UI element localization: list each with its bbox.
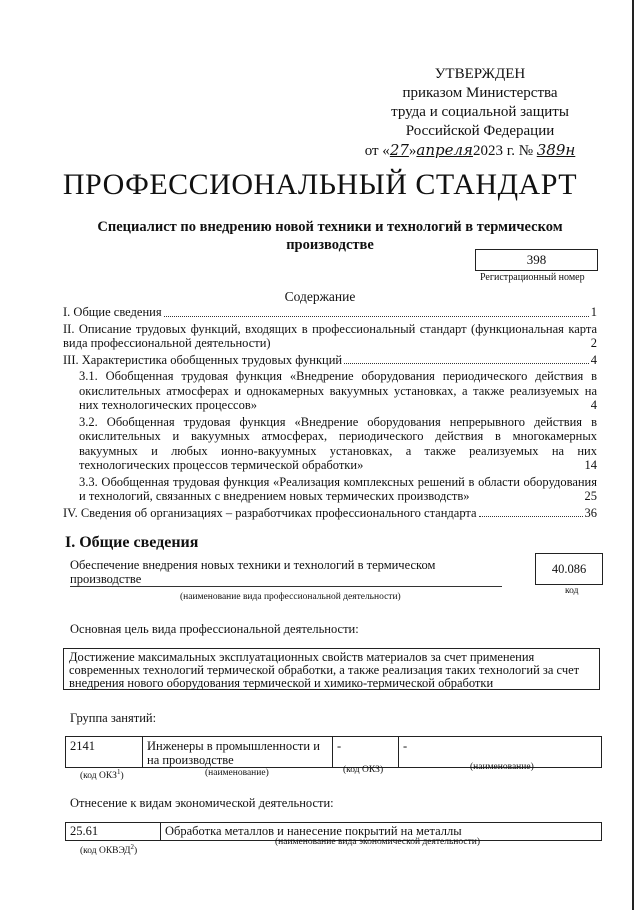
section-heading: I. Общие сведения xyxy=(65,534,199,551)
toc-item[interactable]: 3.3. Обобщенная трудовая функция «Реализация комплексных решений в области оборудования и технологий, связанных с внедрением новых термических производств» 25 xyxy=(79,474,597,503)
goal-label: Основная цель вида профессиональной деятельности: xyxy=(70,622,359,636)
activity-name: Обеспечение внедрения новых техники и технологий в термическом производстве xyxy=(70,558,502,587)
okz-code-cell: 2141 xyxy=(66,737,143,767)
approval-line-4: Российской Федерации xyxy=(405,123,555,139)
okz-caption: (код ОКЗ$^1$) xyxy=(80,768,124,782)
activity-caption: (наименование вида профессиональной деятельности) xyxy=(180,592,401,602)
toc-item[interactable]: 3.2. Обобщенная трудовая функция «Внедрение оборудования непрерывного действия в окислительных и вакуумных атмосферах, периодического действия в многокамерных вакуумных и любых ионно-вакуумных установках, а также реализуемых на них технологических процессов термической обработки» 14 xyxy=(79,414,597,472)
scan-border xyxy=(632,0,634,910)
okved-code-cell: 25.61 xyxy=(66,823,161,840)
toc-item[interactable]: II. Описание трудовых функций, входящих в профессиональный стандарт (функциональная карта вида профессиональной деятельности) 2 xyxy=(63,321,597,350)
toc-item[interactable]: IV. Сведения об организациях – разработчиках профессионального стандарта 36 xyxy=(63,505,597,520)
okved-caption: (код ОКВЭД$^2$) xyxy=(80,843,138,857)
occupation-name-cell: Инженеры в промышленности и на производстве xyxy=(143,737,333,767)
activity-code: 40.086 xyxy=(535,553,603,585)
group-label: Группа занятий: xyxy=(70,711,157,725)
toc-item[interactable]: 3.1. Обобщенная трудовая функция «Внедрение оборудования периодического действия в окислительных атмосферах и однокамерных вакуумных установках, а также реализуемых на них технологических процессов» 4 xyxy=(79,369,597,412)
okved-name-caption: (наименование вида экономической деятельности) xyxy=(275,837,480,847)
handwritten-month: апреля xyxy=(416,141,473,159)
approval-line-2: приказом Министерства xyxy=(402,85,558,101)
econ-label: Отнесение к видам экономической деятельности: xyxy=(70,796,334,810)
approval-line-1: УТВЕРЖДЕН xyxy=(434,66,526,82)
approval-line-3: труда и социальной защиты xyxy=(391,104,569,120)
registration-number-label: Регистрационный номер xyxy=(480,272,585,283)
okz-caption-2: (код ОКЗ) xyxy=(343,765,384,775)
handwritten-order-number: 389н xyxy=(536,141,576,159)
toc-title: Содержание xyxy=(284,289,356,304)
code-caption: код xyxy=(565,586,579,596)
goal-box: Достижение максимальных эксплуатационных свойств материалов за счет применения современных технологий термической обработки, а также реализация таких технологий за счет внедрения нового оборудования термической и химико-термической обработки xyxy=(63,648,600,690)
approval-block xyxy=(364,65,580,161)
toc-item[interactable]: III. Характеристика обобщенных трудовых функций 4 xyxy=(63,352,597,367)
okz-code-cell-2: - xyxy=(333,737,399,767)
approval-date: от «27»апреля2023 г. № 389н xyxy=(364,141,576,159)
occupation-name-cell-2: - xyxy=(403,739,408,753)
handwritten-day: 27 xyxy=(389,141,409,159)
standard-name: Специалист по внедрению новой техники и технологий в термическом производстве xyxy=(97,219,563,253)
document-title: ПРОФЕССИОНАЛЬНЫЙ СТАНДАРТ xyxy=(62,168,578,201)
okved-name-cell: Обработка металлов и нанесение покрытий на металлы xyxy=(165,824,462,838)
toc-list xyxy=(63,305,597,520)
name-caption: (наименование) xyxy=(205,768,269,778)
registration-number-box: 398 xyxy=(475,249,598,271)
name-caption-2: (наименование) xyxy=(470,762,534,772)
toc-item[interactable]: I. Общие сведения 1 xyxy=(63,305,597,319)
